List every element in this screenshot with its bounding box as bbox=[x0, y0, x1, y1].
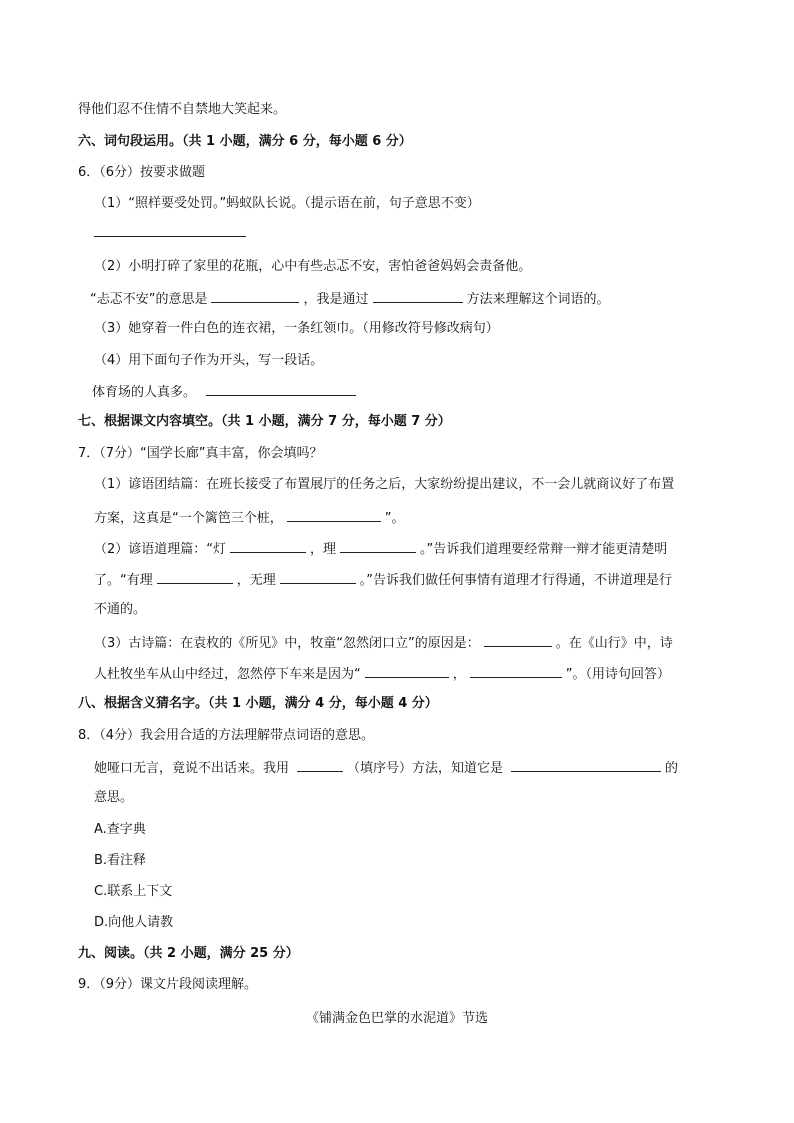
question-7-2-end: 不通的。 bbox=[94, 602, 147, 617]
option-d: D.向他人请教 bbox=[94, 915, 174, 930]
question-6-2-fill: “忐忑不安”的意思是 ，我是通过 方法来理解这个词语的。 bbox=[90, 289, 610, 309]
question-6-2: （2）小明打碎了家里的花瓶，心中有些忐忑不安，害怕爸爸妈妈会责备他。 bbox=[94, 259, 532, 274]
answer-line bbox=[94, 223, 246, 243]
text-line: 得他们忍不住情不自禁地大笑起来。 bbox=[78, 102, 287, 117]
question-7-1: （1）谚语团结篇：在班长接受了布置展厅的任务之后，大家纷纷提出建议，不一会儿就商议好了布置 bbox=[94, 477, 675, 492]
option-a: A.查字典 bbox=[94, 822, 146, 837]
question-7-3-cont: 人杜牧坐车从山中经过，忽然停下车来是因为“ ， ”。（用诗句回答） bbox=[94, 664, 670, 684]
option-c: C.联系上下文 bbox=[94, 884, 173, 899]
question-6-3: （3）她穿着一件白色的连衣裙，一条红领巾。（用修改符号修改病句） bbox=[94, 321, 499, 336]
section-heading-6: 六、词句段运用。（共 1 小题，满分 6 分，每小题 6 分） bbox=[78, 134, 412, 149]
question-8-stem: 8．（4分）我会用合适的方法理解带点词语的意思。 bbox=[78, 728, 375, 743]
question-6-stem: 6．（6分）按要求做题 bbox=[78, 165, 206, 180]
section-heading-7: 七、根据课文内容填空。（共 1 小题，满分 7 分，每小题 7 分） bbox=[78, 414, 451, 429]
question-7-1-fill: 方案，这真是“一个篱笆三个桩， ”。 bbox=[94, 508, 405, 528]
question-7-3: （3）古诗篇：在袁枚的《所见》中，牧童“忽然闭口立”的原因是： 。在《山行》中，诗 bbox=[94, 633, 673, 653]
question-7-stem: 7．（7分）“国学长廊”真丰富，你会填吗？ bbox=[78, 446, 323, 461]
question-7-2-cont: 了。“有理 ，无理 。”告诉我们做任何事情有道理才行得通，不讲道理是行 bbox=[94, 570, 672, 590]
question-9-stem: 9．（9分）课文片段阅读理解。 bbox=[78, 977, 258, 992]
option-b: B.看注释 bbox=[94, 853, 147, 868]
passage-title: 《铺满金色巴掌的水泥道》节选 bbox=[305, 1011, 488, 1026]
question-7-2: （2）谚语道理篇：“灯 ，理 。”告诉我们道理要经常辩一辩才能更清楚明 bbox=[94, 539, 667, 559]
question-6-4-fill: 体育场的人真多。 bbox=[92, 382, 360, 402]
question-8-fill: 她哑口无言，竟说不出话来。我用 （填序号）方法，知道它是 的 bbox=[94, 758, 678, 778]
section-heading-9: 九、阅读。（共 2 小题，满分 25 分） bbox=[78, 946, 299, 961]
question-6-1: （1）“照样要受处罚。”蚂蚁队长说。（提示语在前，句子意思不变） bbox=[94, 196, 480, 211]
question-6-4: （4）用下面句子作为开头，写一段话。 bbox=[94, 353, 324, 368]
question-8-cont: 意思。 bbox=[94, 790, 134, 805]
section-heading-8: 八、根据含义猜名字。（共 1 小题，满分 4 分，每小题 4 分） bbox=[78, 696, 438, 711]
